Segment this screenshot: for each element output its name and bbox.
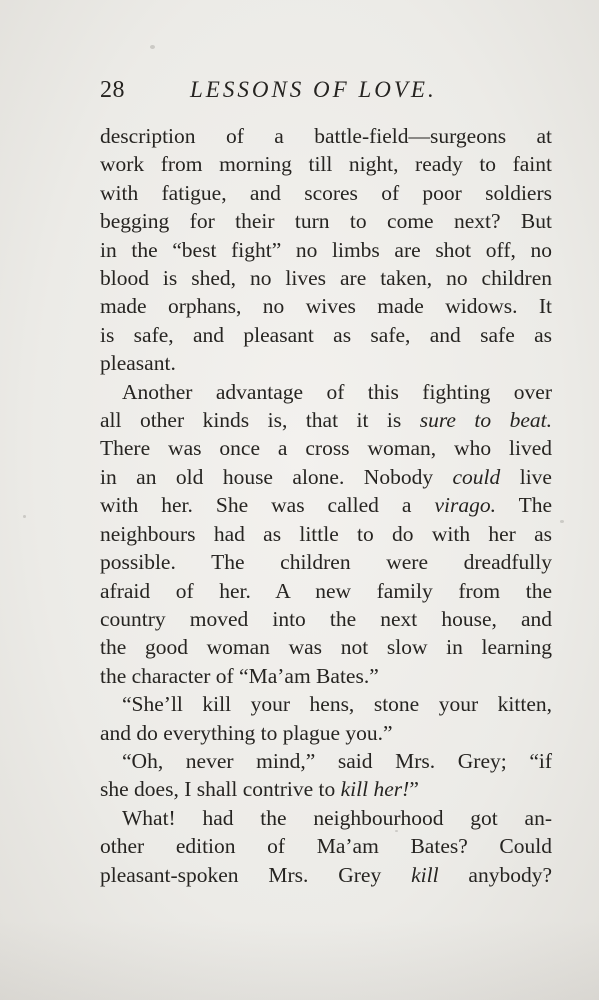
emphasis-text: kill her! (340, 777, 410, 802)
paper-speck (150, 45, 155, 49)
text-line: “She’ll kill your hens, stone your kitten, (122, 692, 552, 717)
text-line: description of a battle-field—surgeons at (100, 124, 552, 148)
text-line: What! had the neighbourhood got an- (122, 805, 552, 830)
text-line: neighbours had as little to do with her as (100, 521, 552, 546)
text-line (100, 406, 552, 434)
text-line: begging for their turn to come next? But (100, 209, 552, 234)
text-fragment: she does, I shall contrive to (100, 777, 341, 802)
text-line: made orphans, no wives made widows. It (100, 294, 552, 319)
text-line: in the “best fight” no limbs are shot off, no (100, 237, 552, 262)
text-line: “Oh, never mind,” said Mrs. Grey; “if (122, 748, 552, 773)
text-line: afraid of her. A new family from the (100, 578, 552, 603)
text-fragment: with her. She was called a (100, 493, 435, 518)
text-line: Another advantage of this fighting over (122, 379, 552, 404)
emphasis-text: could (452, 464, 501, 489)
text-line: and do everything to plague you.” (100, 720, 393, 745)
text-line: with fatigue, and scores of poor soldiers (100, 180, 552, 205)
text-line: There was once a cross woman, who lived (100, 436, 552, 461)
text-fragment: The (495, 493, 552, 518)
page-number: 28 (100, 77, 125, 103)
text-fragment: pleasant-spoken Mrs. Grey (100, 862, 412, 887)
text-line: pleasant. (100, 351, 176, 376)
text-line (100, 463, 552, 491)
text-fragment: all other kinds is, that it is (100, 408, 420, 433)
text-fragment: ” (409, 777, 419, 802)
running-head-title: LESSONS OF LOVE. (190, 77, 437, 102)
text-line: the good woman was not slow in learning (100, 635, 552, 660)
text-line: possible. The children were dreadfully (100, 550, 552, 575)
emphasis-text: kill (411, 862, 439, 887)
text-fragment: anybody? (438, 862, 552, 887)
text-line: work from morning till night, ready to faint (100, 152, 552, 177)
text-fragment: live (500, 464, 552, 489)
paper-speck (560, 520, 564, 523)
text-line: the character of “Ma’am Bates.” (100, 663, 379, 688)
emphasis-text: virago. (434, 493, 496, 518)
text-line: blood is shed, no lives are taken, no children (100, 266, 552, 291)
text-line: country moved into the next house, and (100, 606, 552, 631)
text-line: other edition of Ma’am Bates? Could (100, 834, 552, 859)
body-text (100, 122, 552, 889)
text-line (100, 491, 552, 519)
paper-speck (23, 515, 26, 518)
text-line (100, 775, 552, 803)
emphasis-text: sure to beat. (419, 408, 553, 433)
page-shadow (0, 920, 599, 1000)
text-line: is safe, and pleasant as safe, and safe as (100, 322, 552, 347)
text-line (100, 861, 552, 889)
text-fragment: in an old house alone. Nobody (100, 464, 453, 489)
page-header (100, 74, 520, 108)
